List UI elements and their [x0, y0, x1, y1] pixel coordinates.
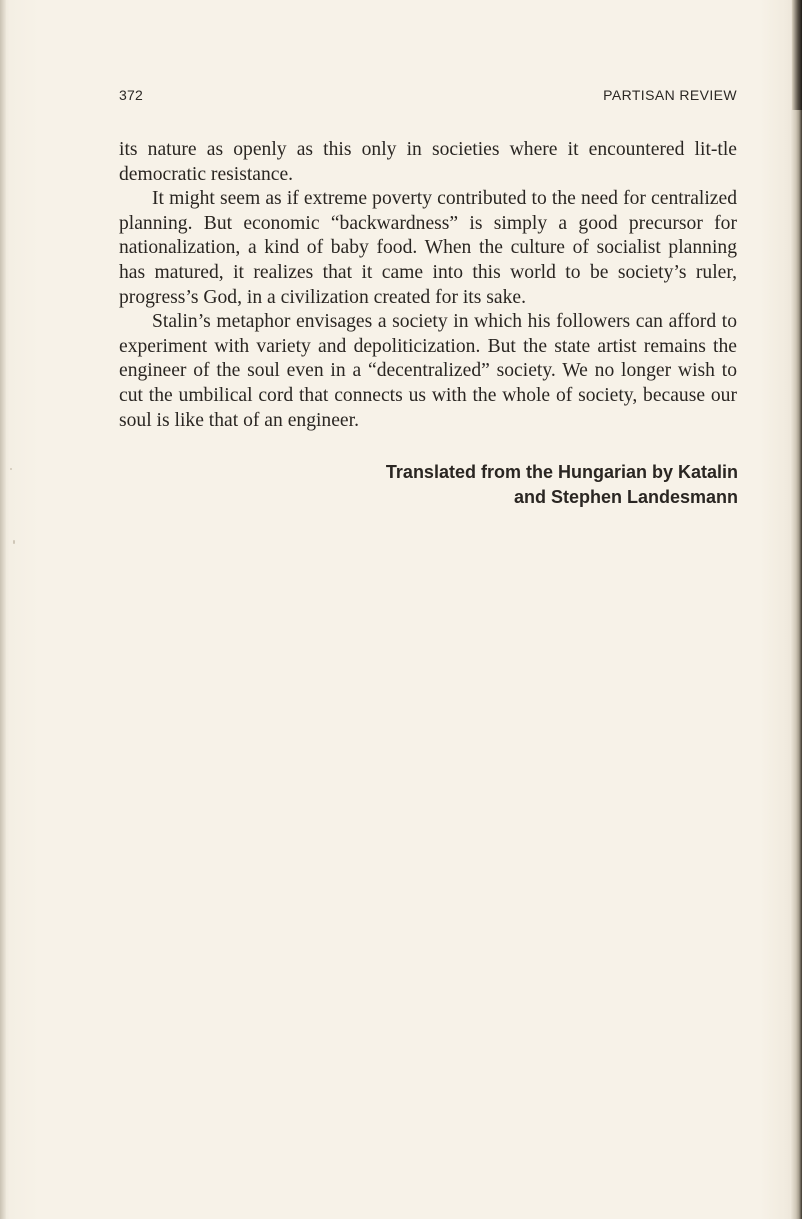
paragraph-text: Stalin’s metaphor envisages a society in which his followers can afford to experiment with variety and depoliticization. But the state artist remains the engineer of the soul even in a “decentralized” society. We no longer wish to cut the umbilical cord that connects us with the whole of society, because our soul is like that of an engineer.: [119, 311, 737, 431]
paragraph: [119, 310, 737, 433]
page-edge-shadow: [790, 0, 802, 1219]
article-body: [119, 138, 737, 433]
credit-line-1: Translated from the Hungarian by Katalin: [385, 462, 738, 482]
running-header: [119, 87, 737, 111]
credit-line-2: and Stephen Landesmann: [513, 487, 738, 507]
page-gutter-shadow: [0, 0, 6, 1219]
paragraph-text: It might seem as if extreme poverty contributed to the need for centralized planning. But economic “backwardness” is simply a good precursor for nationalization, a kind of baby food. When the culture of socialist planning has matured, it realizes that it came into this world to be society’s ruler, progress’s God, in a civilization created for its sake.: [119, 188, 737, 308]
paragraph-text: its nature as openly as this only in societies where it encountered lit-tle democratic resistance.: [119, 139, 737, 185]
paragraph-continued: [119, 138, 737, 187]
translator-credit: [330, 460, 738, 510]
page-edge-dark-corner: [792, 0, 802, 110]
running-title: PARTISAN REVIEW: [603, 87, 737, 103]
paragraph: [119, 187, 737, 310]
paper-speck: [10, 468, 12, 470]
page-number: 372: [119, 87, 143, 103]
paper-speck: [13, 540, 15, 544]
